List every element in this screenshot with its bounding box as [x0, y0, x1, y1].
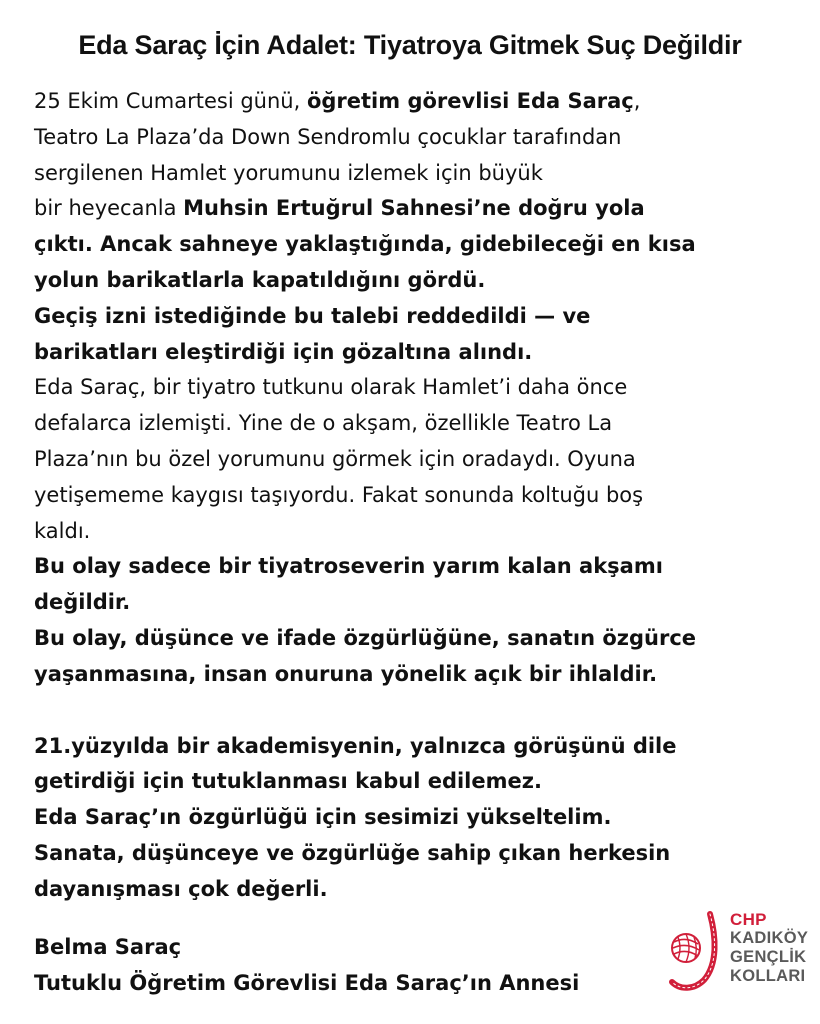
- paragraph-violation: [34, 621, 804, 693]
- bold-text: Geçiş izni istediğinde bu talebi reddedildi — ve: [34, 303, 591, 328]
- chp-youth-logo-icon: [664, 906, 728, 1000]
- logo-genclik: GENÇLİK: [730, 948, 807, 966]
- paragraph-call-to-action: [34, 729, 804, 908]
- text: Plaza’nın bu özel yorumunu görmek için oradaydı. Oyuna: [34, 446, 636, 471]
- logo-kadikoy: KADIKÖY: [730, 929, 809, 947]
- text: defalarca izlemişti. Yine de o akşam, özellikle Teatro La: [34, 411, 613, 436]
- bold-text: yaşanmasına, insan onuruna yönelik açık bir ihlaldir.: [34, 661, 658, 686]
- logo-kollari: KOLLARI: [730, 967, 806, 985]
- bold-text: öğretim görevlisi Eda Saraç: [306, 89, 634, 113]
- paragraph-background: [34, 370, 804, 549]
- logo-text: [730, 910, 808, 986]
- bold-text: Muhsin Ertuğrul Sahnesi’ne doğru yola: [183, 196, 645, 221]
- paragraph-intro: [34, 84, 804, 299]
- text: bir heyecanla: [34, 196, 184, 221]
- bold-text: değildir.: [34, 590, 131, 615]
- bold-text: 21.yüzyılda bir akademisyenin, yalnızca görüşünü dile: [34, 733, 677, 758]
- text: Teatro La Plaza’da Down Sendromlu çocuklar tarafından: [34, 124, 622, 149]
- text: 25 Ekim Cumartesi günü,: [34, 89, 307, 113]
- bold-text: Eda Saraç’ın özgürlüğü için sesimizi yükseltelim.: [34, 805, 612, 830]
- text: Eda Saraç, bir tiyatro tutkunu olarak Hamlet’i daha önce: [34, 375, 628, 400]
- bold-text: getirdiği için tutuklanması kabul edilemez.: [34, 769, 542, 794]
- text: sergilenen Hamlet yorumunu izlemek için büyük: [34, 160, 543, 185]
- bold-text: Sanata, düşünceye ve özgürlüğe sahip çıkan herkesin: [34, 840, 671, 865]
- bold-text: Bu olay, düşünce ve ifade özgürlüğüne, sanatın özgürce: [34, 625, 697, 650]
- text: yetişememe kaygısı taşıyordu. Fakat sonunda koltuğu boş: [34, 482, 644, 507]
- logo-chp: CHP: [730, 910, 767, 929]
- chp-kadikoy-youth-logo: [664, 906, 814, 1000]
- signature: [34, 930, 579, 1002]
- bold-text: Bu olay sadece bir tiyatroseverin yarım kalan akşamı: [34, 554, 663, 579]
- bold-text: çıktı. Ancak sahneye yaklaştığında, gidebileceği en kısa: [34, 232, 696, 257]
- signature-role: Tutuklu Öğretim Görevlisi Eda Saraç’ın Annesi: [34, 970, 580, 995]
- text: ,: [633, 89, 641, 113]
- page-title: Eda Saraç İçin Adalet: Tiyatroya Gitmek Suç Değildir: [78, 30, 742, 60]
- spacer: [34, 693, 804, 729]
- statement-body: [34, 84, 804, 908]
- paragraph-not-just-evening: [34, 549, 804, 621]
- bold-text: dayanışması çok değerli.: [34, 876, 328, 901]
- bold-text: barikatları eleştirdiği için gözaltına alındı.: [34, 339, 533, 364]
- bold-text: yolun barikatlarla kapatıldığını gördü.: [34, 267, 486, 292]
- text: kaldı.: [34, 518, 91, 543]
- signature-name: Belma Saraç: [34, 935, 182, 959]
- paragraph-detention: [34, 299, 804, 371]
